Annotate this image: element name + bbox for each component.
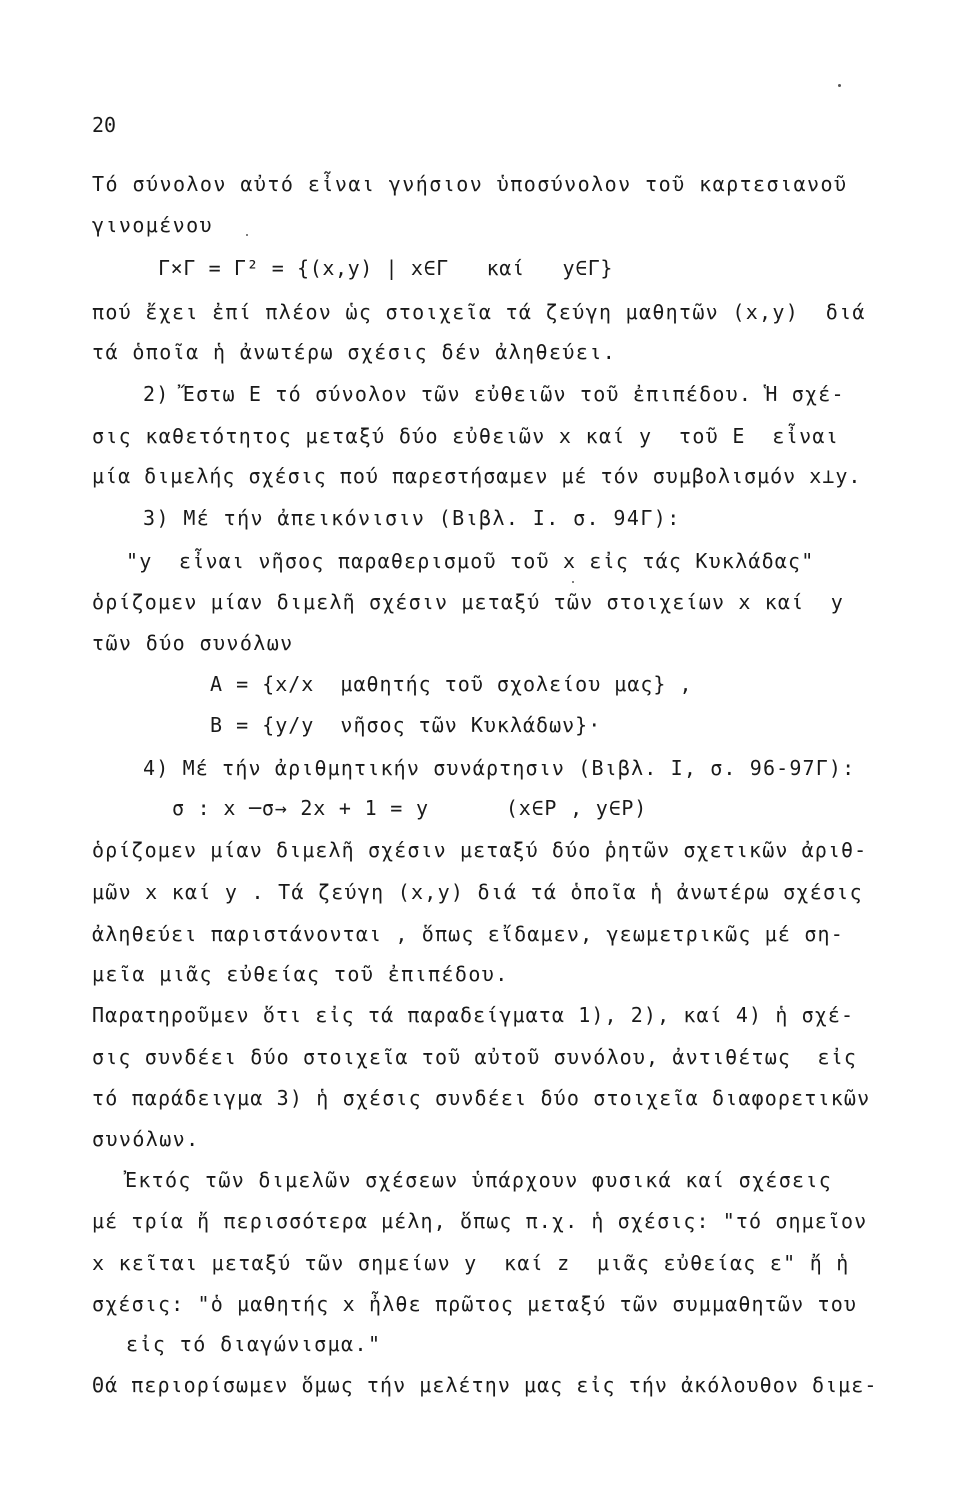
text-line: Παρατηροῦμεν ὅτι εἰς τά παραδείγματα 1), 2), καί 4) ἡ σχέ- xyxy=(92,1003,855,1027)
text-line: σχέσις: "ὁ μαθητής x ἦλθε πρῶτος μεταξύ τῶν συμμαθητῶν του xyxy=(92,1292,858,1316)
formula-line: σ : x ─σ→ 2x + 1 = y (x∈P , y∈P) xyxy=(172,796,648,820)
text-line: σις συνδέει δύο στοιχεῖα τοῦ αὐτοῦ συνόλου, ἀντιθέτως εἰς xyxy=(92,1045,858,1069)
text-line: ὁρίζομεν μίαν διμελῆ σχέσιν μεταξύ δύο ῥητῶν σχετικῶν ἀριθ- xyxy=(92,838,868,862)
text-line: τῶν δύο συνόλων xyxy=(92,631,294,655)
formula-line: Γ×Γ = Γ² = {(x,y) | x∈Γ καί y∈Γ} xyxy=(158,256,614,280)
text-line: συνόλων. xyxy=(92,1127,200,1151)
text-line: τό παράδειγμα 3) ἡ σχέσις συνδέει δύο στοιχεῖα διαφορετικῶν xyxy=(92,1086,871,1110)
text-line: 4) Μέ τήν ἀριθμητικήν συνάρτησιν (Βιβλ. Ι, σ. 96-97Γ): xyxy=(143,756,856,780)
text-line: γινομένου xyxy=(92,213,213,237)
text-line: τά ὁποῖα ἡ ἀνωτέρω σχέσις δέν ἀληθεύει. xyxy=(92,340,617,364)
text-line: μία διμελής σχέσις πού παρεστήσαμεν μέ τόν συμβολισμόν x⊥y. xyxy=(92,464,862,488)
text-line: μεῖα μιᾶς εὐθείας τοῦ ἐπιπέδου. xyxy=(92,962,509,986)
text-line: μῶν x καί y . Τά ζεύγη (x,y) διά τά ὁποῖα ἡ ἀνωτέρω σχέσις xyxy=(92,880,863,904)
text-line: σις καθετότητος μεταξύ δύο εὐθειῶν x καί y τοῦ Ε εἶναι xyxy=(92,424,840,448)
scan-speck xyxy=(246,234,248,236)
page-number: 20 xyxy=(92,113,117,137)
set-definition: Α = {x/x μαθητής τοῦ σχολείου μας} , xyxy=(210,672,693,696)
text-line: Θά περιορίσωμεν ὅμως τήν μελέτην μας εἰς τήν ἀκόλουθον διμε- xyxy=(92,1373,878,1397)
text-line: μέ τρία ἤ περισσότερα μέλη, ὅπως π.χ. ἡ σχέσις: "τό σημεῖον xyxy=(92,1209,868,1233)
text-line: Ἐκτός τῶν διμελῶν σχέσεων ὑπάρχουν φυσικά καί σχέσεις xyxy=(125,1168,833,1192)
text-line: ὁρίζομεν μίαν διμελῆ σχέσιν μεταξύ τῶν στοιχείων x καί y xyxy=(92,590,844,614)
scan-speck xyxy=(572,581,574,583)
text-line: "y εἶναι νῆσος παραθερισμοῦ τοῦ x εἰς τάς Κυκλάδας" xyxy=(126,549,815,573)
text-line: εἰς τό διαγώνισμα." xyxy=(126,1332,382,1356)
set-definition: Β = {y/y νῆσος τῶν Κυκλάδων}· xyxy=(210,713,602,737)
scan-speck xyxy=(838,84,841,87)
text-line: πού ἔχει ἐπί πλέον ὡς στοιχεῖα τά ζεύγη μαθητῶν (x,y) διά xyxy=(92,300,866,324)
text-line: Τό σύνολον αὐτό εἶναι γνήσιον ὑποσύνολον τοῦ καρτεσιανοῦ xyxy=(92,172,848,196)
text-line: 3) Μέ τήν ἀπεικόνισιν (Βιβλ. Ι. σ. 94Γ): xyxy=(143,506,681,530)
text-line: x κεῖται μεταξύ τῶν σημείων y καί z μιᾶς εὐθείας ε" ἤ ἡ xyxy=(92,1251,850,1275)
text-line: 2) Ἔστω Ε τό σύνολον τῶν εὐθειῶν τοῦ ἐπιπέδου. Ἡ σχέ- xyxy=(143,382,845,406)
text-line: ἀληθεύει παριστάνονται , ὅπως εἴδαμεν, γεωμετρικῶς μέ ση- xyxy=(92,922,844,946)
